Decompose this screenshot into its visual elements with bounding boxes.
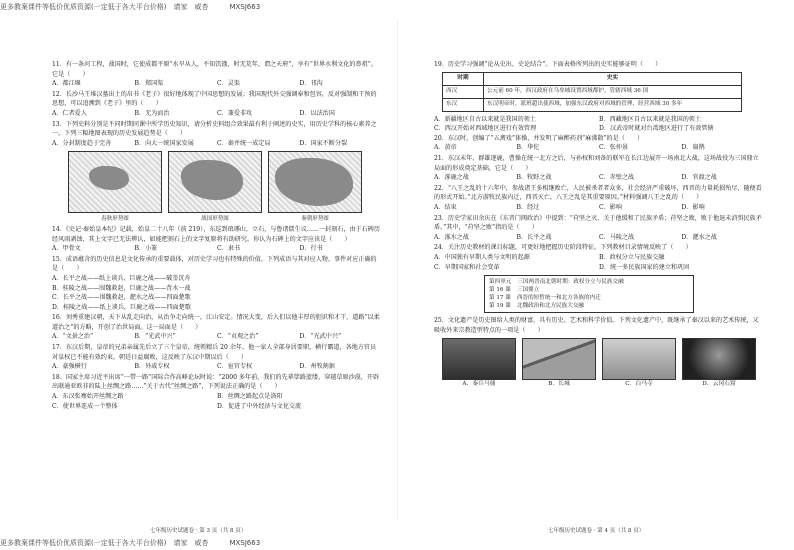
map-captions	[68, 215, 382, 225]
promo-banner-bottom: 更多教案课件等低价优质资源(一定低于各大平台价格) 请家 威杏 MXSJ663	[0, 539, 261, 547]
answer-options	[434, 253, 764, 272]
answer-option: B．西藏地区自古以来就是我国的领土	[599, 115, 701, 123]
question	[434, 214, 764, 243]
answer-option: B．小篆	[134, 245, 158, 253]
answer-option: B．华佗	[516, 144, 540, 152]
question	[52, 60, 382, 89]
question-text: 12．长沙马王堆汉墓出土的帛书《老子》很好地体现了中国思想的发展；我国现代外交强调奉和包容，反对强制和干预的思想，可以追溯到《老子》里的（ ）	[52, 90, 377, 108]
promo-banner-top: 更多教案课件等低价优质资源(一定低于各大平台价格) 请家 威杏 MXSJ663	[0, 3, 261, 11]
photo-row	[442, 338, 764, 380]
question-text: 16．刘秀重建汉朝，天下从乱走向治，从治争走向统一，江山安定。情况大变，后人们以他丰厚的胆识和才干，道路“以柔道治之”的方略，开创了治世局面。这一局面是（ ）	[52, 314, 380, 331]
answer-option: C．长平之战——围魏救赵，淝水之战——四面楚歌	[52, 294, 191, 302]
map-caption: 秦朝形势图	[301, 216, 329, 223]
answer-option: A．新疆地区自古以来就是我国的领土	[434, 115, 536, 123]
photo-yungang-grottoes	[682, 338, 756, 380]
answer-option: A．都江堰	[52, 80, 81, 88]
answer-option: A．长平之战——纸上谈兵、巨鹿之战——破釜沉舟	[52, 274, 191, 282]
table-header: 时期	[443, 72, 484, 85]
answer-option: A．涿鹿之战	[434, 174, 469, 182]
table-header: 史实	[484, 72, 742, 85]
answer-option: A．东汉张骞始开丝绸之路	[52, 393, 124, 401]
right-page	[434, 60, 764, 390]
answer-option: D．桂陵之战——纸上谈兵，巨鹿之战——四面楚歌	[52, 303, 191, 311]
page-footer-left: 七年级历史试题卷 · 第 3 页（共 8 页）	[150, 528, 247, 534]
answer-option: B．外戚专权	[134, 363, 170, 371]
answer-options	[434, 233, 764, 243]
question	[434, 60, 764, 70]
answer-option: A．中国独有早期人类与文明的起源	[434, 253, 530, 261]
question	[52, 343, 382, 372]
answer-option: D．影响	[681, 203, 705, 211]
answer-options	[434, 143, 764, 153]
answer-options	[434, 115, 764, 134]
answer-option: D．“光武中兴”	[299, 333, 342, 341]
page-footer-right: 七年级历史试题卷 · 第 4 页（共 8 页）	[548, 528, 645, 534]
table-cell: 东汉	[443, 98, 484, 111]
answer-option: B．向大一统国家发展	[134, 139, 194, 147]
answer-option: C．早期国家和社会变革	[434, 263, 500, 271]
answer-option: C．“贞观之治”	[217, 333, 259, 341]
question-text: 19．历史学习强调“论从史出，史论结合”。下面表格所列出的史实能够证明（ ）	[434, 61, 662, 68]
question	[52, 120, 382, 149]
answer-option: C．兼爱非攻	[217, 109, 253, 117]
answer-option: A．“文景之治”	[52, 333, 94, 341]
answer-option: D．州牧割据	[299, 363, 335, 371]
answer-option: B．政权分立与民族交融	[599, 253, 665, 261]
answer-option: A．黄帝	[434, 144, 457, 152]
answer-option: D．邗沟	[299, 80, 323, 88]
photo-caption: C．白马寺	[625, 381, 653, 388]
question	[434, 243, 764, 272]
question-text: 17．东汉后期，皇帝的兄弟亲属先后立了三个皇帝，统领精兵 20 余年，他一家人全部身居要职，横行霸道，各地方官员对皇权已不能有效约束。朝廷日益腐败，这反映了东汉中期以后（ ）	[52, 344, 377, 361]
question-text: 14．《史记·秦始皇本纪》记载，始皇二十八年（前 219），东巡到琅琊山，立石，与鲁诸儒生议……一封刻石，由于石碑历经风雨剥蚀，其上文字已无法辨认，如能把刻石上的文字复原将有助研究。你认为石碑上的文字应该是（ ）	[52, 225, 380, 243]
answer-option: C．马陵之战	[599, 233, 635, 241]
answer-option: B．牧野之战	[516, 174, 552, 182]
question-text: 21．东汉末年，群雄逐鹿，曹操在统一北方之后，与孙权和刘备的联军在长江边展开一场南北大战，这场战役为三国鼎立局面的形成奠定基础，它是（ ）	[434, 154, 759, 172]
answer-options	[52, 332, 382, 342]
photo-great-wall	[522, 338, 596, 380]
question-text: 15．成语蕴含的历史信息是文化传承的重要载体，对历史学习也有特殊的价值。下列成语与其对应人物、事件对应正确的是（ ）	[52, 255, 377, 273]
answer-option: B．长平之战	[516, 233, 552, 241]
answer-option: C．灵渠	[217, 80, 240, 88]
table-row	[443, 98, 742, 111]
question-text: 22．“八王之乱的十六年中，参战诸王多相继败亡，人民被杀者者众多，社会经济严重破坏，西晋的力量耗损殆尽，随便看的形式开始。”北方游牧民族内迁，西晋灭亡，八王之乱是其重要原因。”材料强调八王之乱的（ ）	[434, 184, 762, 202]
answer-option: B．经过	[516, 203, 540, 211]
answer-option: B．无为而治	[134, 109, 170, 117]
answer-option: D．行书	[299, 245, 323, 253]
table-cell: 公元前 60 年，西汉政府在乌垒城设置西域都护，管辖西域 36 国	[484, 85, 742, 98]
answer-option: C．使世界连成一个整体	[52, 402, 118, 410]
photo-terracotta-army	[442, 338, 516, 380]
answer-option: B．“光武中兴”	[134, 333, 176, 341]
answer-option: C．秦并统一成定局	[217, 139, 271, 147]
photo-caption: B．长城	[548, 381, 570, 388]
answer-option: C．隶书	[217, 245, 240, 253]
answer-option: C．西汉开始对西域地区进行有效管理	[434, 125, 537, 133]
question-text: 11．有一条河工程，战国时，它使成都平原“水旱从人，不知饥馑，时无荒年，谓之天府”，享有“世界水利文化的鼻祖”。它是（ ）	[52, 61, 377, 78]
map-spring-autumn	[68, 151, 162, 213]
answer-option: B．桂陵之战——围魏救赵，巨鹿之战——背水一战	[52, 284, 191, 292]
map-warring-states	[168, 151, 262, 213]
question-text: 23．历史学家田余庆在《东晋门阀政治》中提到：“苻坚之灭，关于他缓和了民族矛盾；苻坚之败，败于他退未消弭民族矛盾。”其中，“苻坚之败”指的是（ ）	[434, 214, 762, 232]
answer-option: D．统一多民族国家的建立和巩固	[599, 263, 690, 271]
answer-options	[52, 362, 382, 372]
question	[434, 316, 764, 335]
photo-captions	[442, 380, 764, 390]
answer-option: A．涿水之战	[434, 233, 469, 241]
table-cell: 西汉	[443, 85, 484, 98]
question	[52, 225, 382, 254]
answer-option: C．赤壁之战	[599, 174, 635, 182]
question	[434, 184, 764, 213]
answer-options	[52, 392, 382, 411]
question	[434, 154, 764, 183]
answer-option: D．官渡之战	[681, 174, 717, 182]
page-divider	[397, 20, 398, 520]
answer-options	[52, 109, 382, 119]
question-text: 13．下列史料分别是不同时期同课中所学历史知识，请分析史料组合效果最有利于阐述的史实，用历史学科的核心素养之一。下列三幅地图表现的历史发展趋势是（ ）	[52, 120, 377, 138]
map-caption: 春秋形势图	[101, 216, 129, 223]
answer-option: C．影响	[599, 203, 622, 211]
answer-option: D．扁鹊	[681, 144, 705, 152]
question-text: 25．文化遗产是历史图给人类的财富，具有历史、艺术和科学价值。下列文化遗产中，既继承了秦汉以来的艺术传统，又吸收外来宗教造型特点的一项是（ ）	[434, 317, 759, 334]
answer-options	[434, 203, 764, 213]
question	[52, 255, 382, 313]
table-cell: 东汉明帝时，派班超出使西域，加强东汉政府对西域的管理，经营西域 30 多年	[484, 98, 742, 111]
left-page	[52, 60, 382, 412]
question	[52, 90, 382, 119]
answer-option: A．豪强横行	[52, 363, 87, 371]
photo-white-horse-temple	[602, 338, 676, 380]
question-text: 20．东汉时，创编了“五禽戏”体操，并发明了麻醉药剂“麻沸散”的是（ ）	[434, 134, 644, 142]
answer-option: A．甲骨文	[52, 245, 81, 253]
answer-option: A．仁者爱人	[52, 109, 87, 117]
question-text: 18．国家主席习近平出席“一带一路”国际合作高峰论坛时说：“2000 多年前，我们的先辈筚路蓝缕，穿越草原沙漠，开辟出联通亚欧非的陆上丝绸之路……”关于古代“丝绸之路”，下列说法正确的是（ ）	[52, 373, 380, 391]
map-qin	[268, 151, 362, 213]
photo-caption: A．秦兵马俑	[462, 381, 496, 388]
answer-options	[434, 173, 764, 183]
answer-option: B．郑国渠	[134, 80, 164, 88]
map-caption: 战国形势图	[201, 216, 229, 223]
answer-option: D．国家不断分裂	[299, 139, 348, 147]
answer-option: C．张仲景	[599, 144, 629, 152]
question	[434, 134, 764, 153]
map-row	[68, 151, 382, 213]
answer-option: A．分封制度趋于完善	[52, 139, 112, 147]
question	[52, 373, 382, 411]
outline-line: 第 16 课 三国鼎立	[489, 287, 540, 294]
answer-options	[52, 139, 382, 149]
table-row	[443, 85, 742, 98]
answer-option: B．丝绸之路起点是洛阳	[217, 393, 283, 401]
answer-options	[52, 79, 382, 89]
answer-option: D．淝水之战	[681, 233, 717, 241]
answer-options	[52, 274, 382, 312]
photo-caption: D．云冈石窟	[702, 381, 736, 388]
answer-option: A．结束	[434, 203, 457, 211]
question-text: 24．关注历史教材的课目标题，可更好地把握历史阶段特征。下列教材目录情境反映了（ ）	[434, 244, 692, 252]
outline-line: 第 19 课 北魏政治和北方民族大交融	[489, 303, 585, 310]
outline-line: 第 17 课 西晋的短暂统一和北方各族的内迁	[489, 295, 601, 302]
answer-option: D．汉武帝时就对台湾地区进行了有效管辖	[599, 125, 714, 133]
answer-option: D．以法治国	[299, 109, 335, 117]
answer-option: C．宦官专权	[217, 363, 253, 371]
answer-options	[52, 244, 382, 254]
source-table	[442, 72, 742, 112]
textbook-outline-box	[484, 275, 694, 313]
question	[52, 313, 382, 342]
outline-line: 第四单元 三国两晋南北朝时期：政权分立与民族交融	[489, 279, 624, 286]
answer-option: D．促进了中外经济与文化交流	[217, 402, 302, 410]
